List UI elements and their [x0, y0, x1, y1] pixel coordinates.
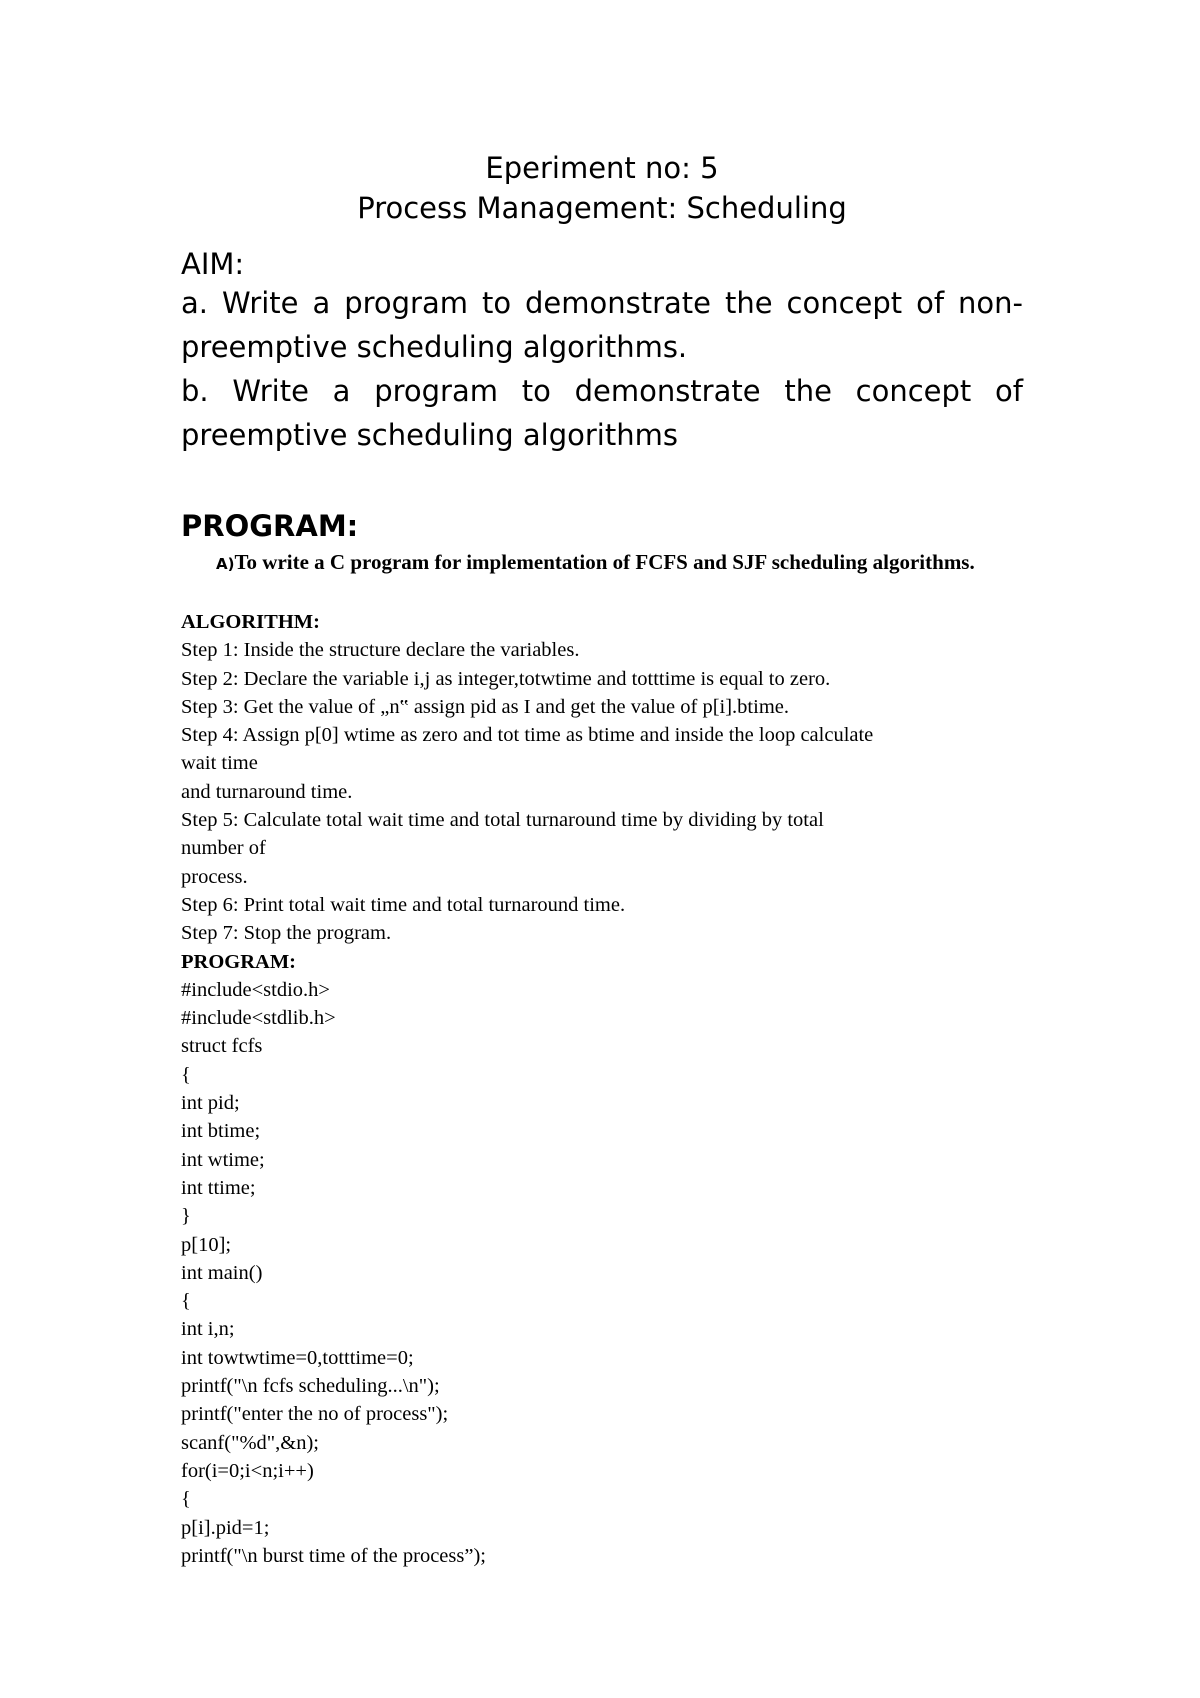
program-heading: PROGRAM:: [181, 509, 359, 543]
code-line: p[i].pid=1;: [181, 1516, 270, 1539]
aim-label: AIM:: [181, 247, 245, 281]
algorithm-step: number of: [181, 837, 266, 860]
code-line: for(i=0;i<n;i++): [181, 1459, 314, 1482]
code-line: int towtwtime=0,totttime=0;: [181, 1346, 414, 1369]
code-line: {: [181, 1290, 191, 1313]
code-line: int wtime;: [181, 1148, 265, 1171]
subtask-a: [216, 548, 1024, 578]
algorithm-step: and turnaround time.: [181, 780, 353, 803]
code-line: #include<stdlib.h>: [181, 1007, 336, 1030]
code-line: int btime;: [181, 1120, 261, 1143]
code-line: p[10];: [181, 1233, 232, 1256]
code-line: printf("enter the no of process");: [181, 1403, 449, 1426]
aim-item-a: a. Write a program to demonstrate the concept of non-preemptive scheduling algorithms.: [181, 286, 1023, 364]
algorithm-step: process.: [181, 865, 248, 888]
subtask-marker: A): [216, 555, 235, 573]
code-line: printf("\n burst time of the process”);: [181, 1544, 486, 1567]
algorithm-heading: ALGORITHM:: [181, 611, 320, 633]
algorithm-step: Step 1: Inside the structure declare the variables.: [181, 639, 580, 662]
subtask-text: To write a C program for implementation of FCFS and SJF scheduling algorithms.: [234, 550, 975, 574]
algorithm-and-code: [181, 608, 1023, 1570]
code-line: #include<stdio.h>: [181, 978, 330, 1001]
code-line: struct fcfs: [181, 1035, 263, 1058]
algorithm-step: Step 4: Assign p[0] wtime as zero and tot time as btime and inside the loop calculate: [181, 724, 874, 747]
code-line: }: [181, 1205, 191, 1228]
code-line: {: [181, 1488, 191, 1511]
code-line: int pid;: [181, 1092, 240, 1115]
code-line: printf("\n fcfs scheduling...\n");: [181, 1375, 440, 1398]
algorithm-step: Step 7: Stop the program.: [181, 922, 392, 945]
algorithm-step: Step 2: Declare the variable i,j as integer,totwtime and totttime is equal to zero.: [181, 667, 831, 690]
code-line: int i,n;: [181, 1318, 235, 1341]
algorithm-step: Step 5: Calculate total wait time and total turnaround time by dividing by total: [181, 809, 824, 832]
aim-item-b: b. Write a program to demonstrate the concept of preemptive scheduling algorithms: [181, 374, 1023, 452]
document-subtitle: Process Management: Scheduling: [357, 191, 847, 225]
algorithm-step: wait time: [181, 752, 258, 775]
algorithm-step: Step 3: Get the value of „n‟ assign pid as I and get the value of p[i].btime.: [181, 695, 789, 718]
document-title: Eperiment no: 5: [485, 151, 719, 185]
code-line: int main(): [181, 1261, 263, 1284]
program-label: PROGRAM:: [181, 950, 297, 973]
code-line: {: [181, 1063, 191, 1086]
code-line: scanf("%d",&n);: [181, 1431, 319, 1454]
code-line: int ttime;: [181, 1176, 256, 1199]
algorithm-step: Step 6: Print total wait time and total turnaround time.: [181, 893, 626, 916]
